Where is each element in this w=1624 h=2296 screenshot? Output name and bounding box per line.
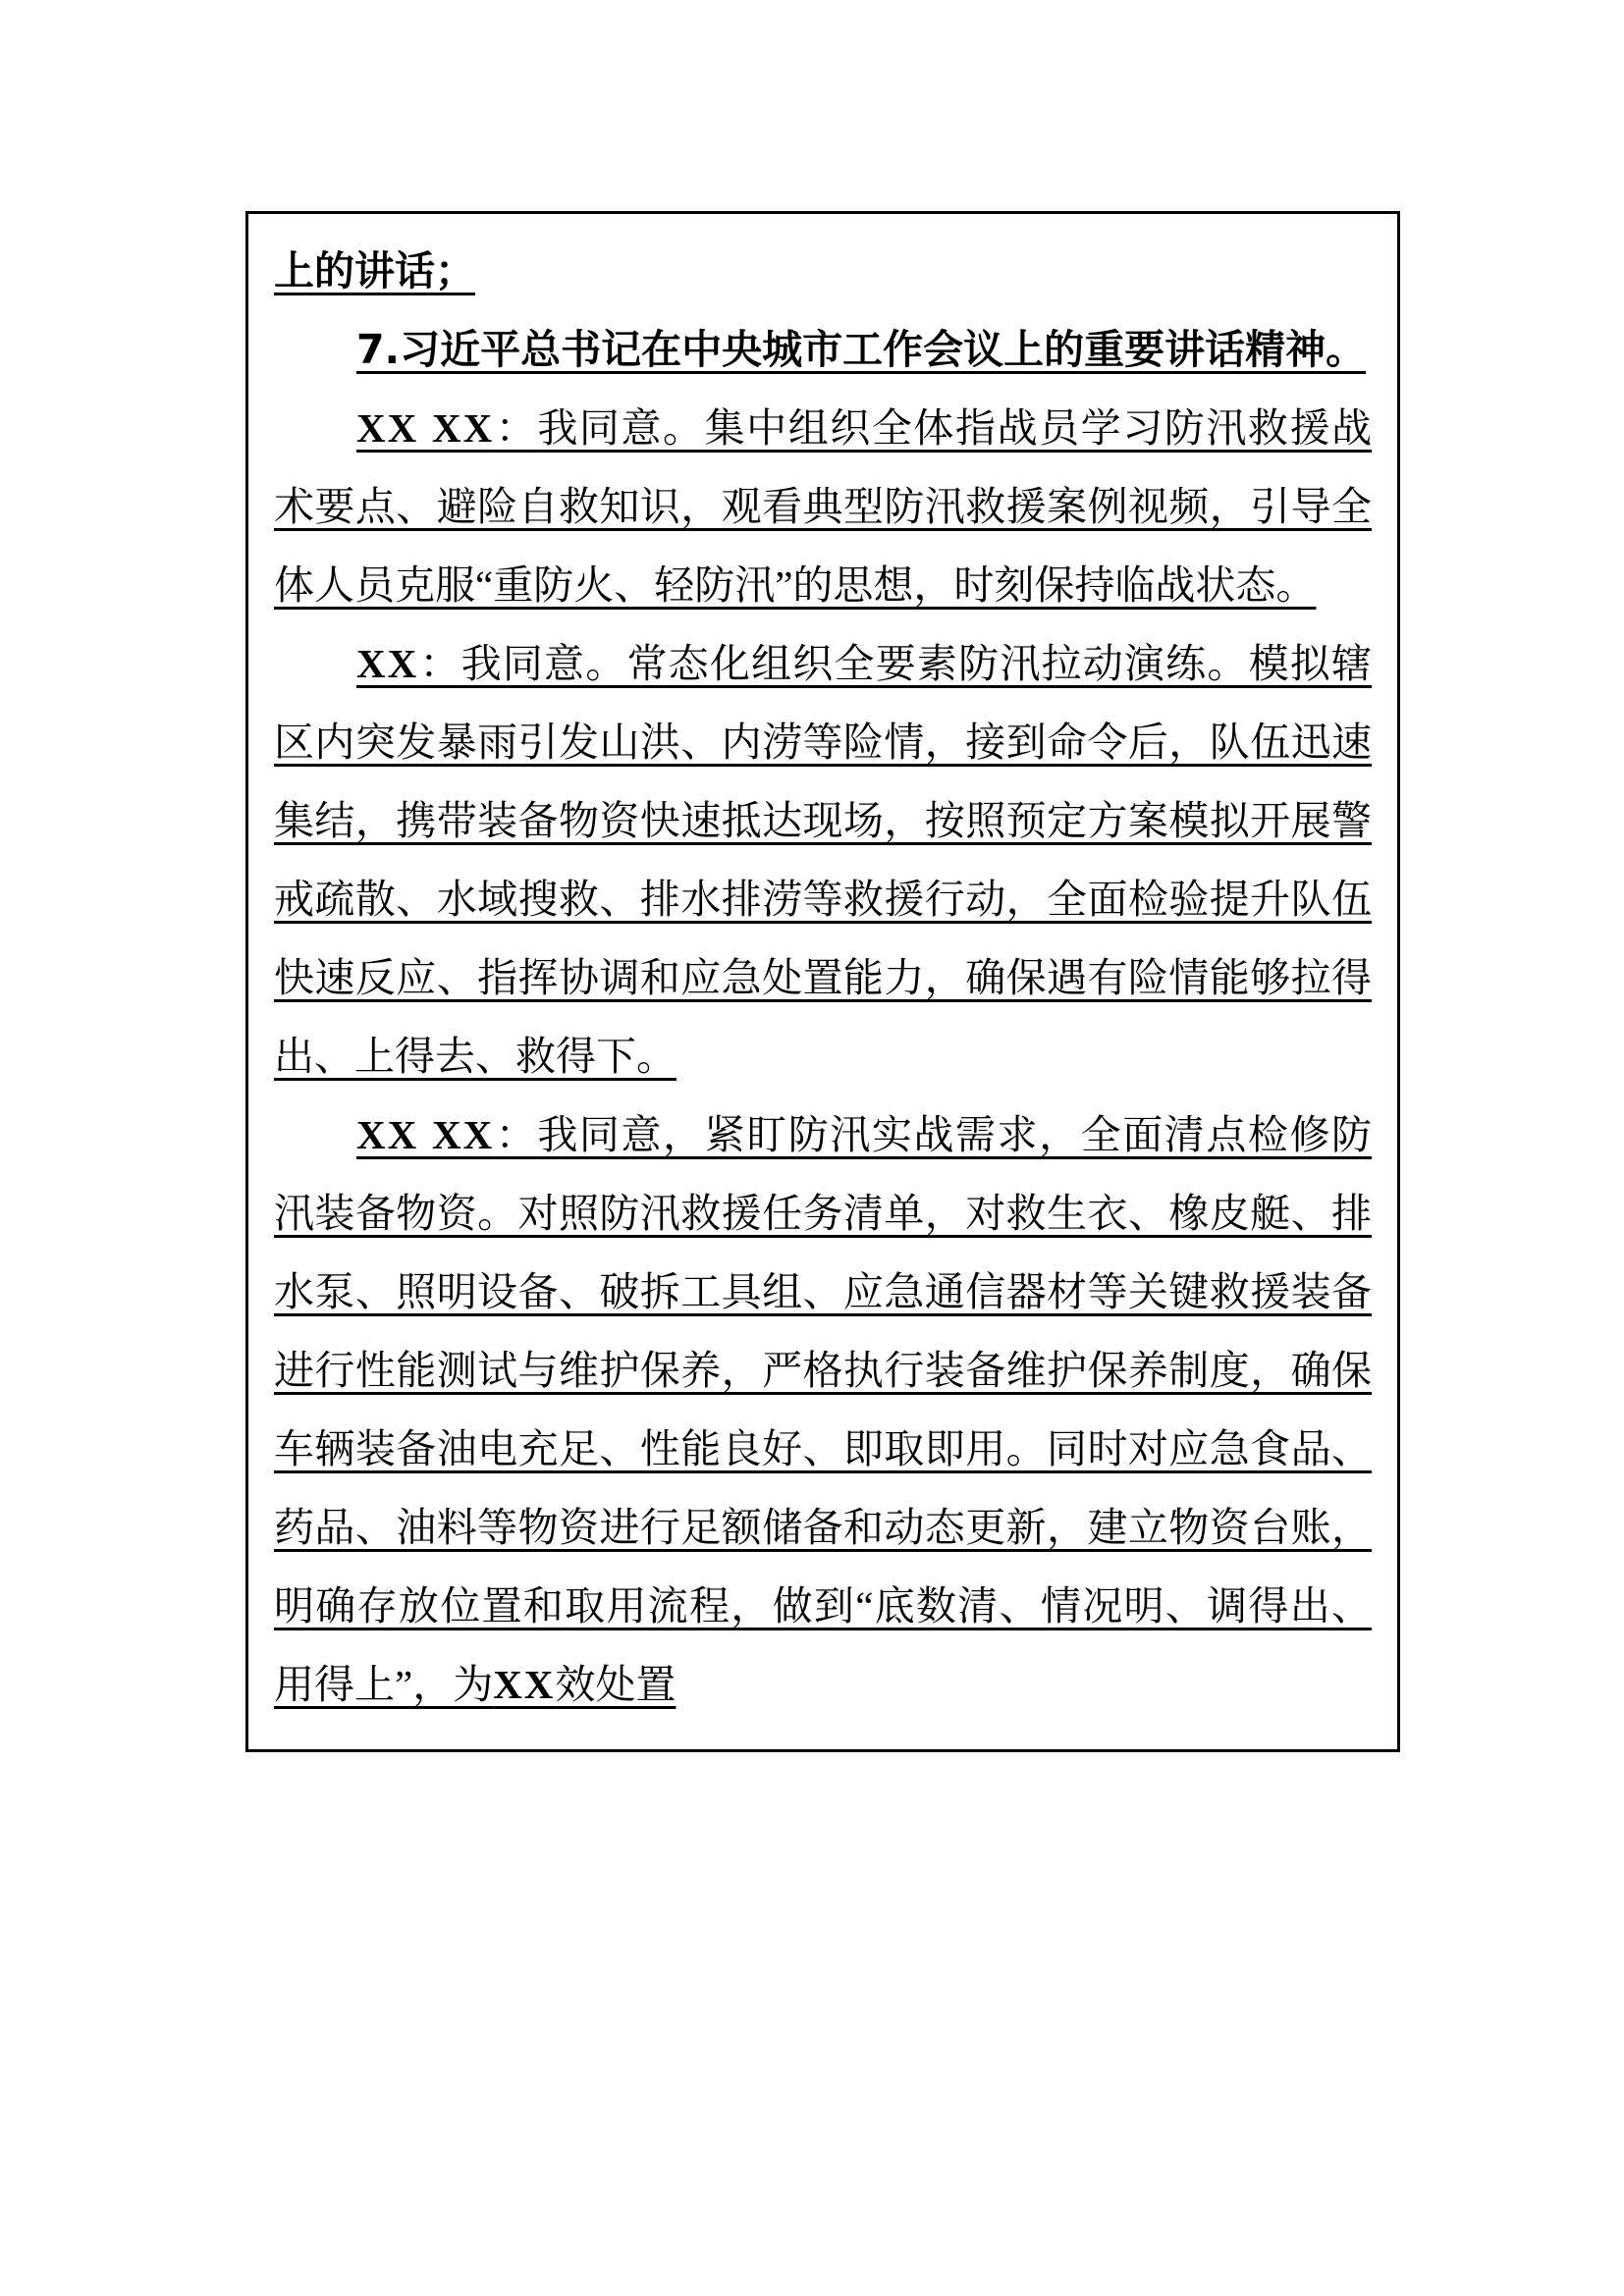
speaker-remark-1-text: 我同意。集中组织全体指战员学习防汛救援战术要点、避险自救知识，观看典型防汛救援案例视频，引导全体人员克服“重防火、轻防汛”的思想，时刻保持临战状态。 xyxy=(274,405,1373,608)
document-body xyxy=(248,214,1397,1749)
speaker-name-3: XX XX xyxy=(356,1112,495,1157)
paragraph-speaker-remark-1 xyxy=(274,389,1372,624)
speaker-separator-3: ： xyxy=(494,1112,538,1157)
speaker-remark-2-text: 我同意。常态化组织全要素防汛拉动演练。模拟辖区内突发暴雨引发山洪、内涝等险情，接到命令后，队伍迅速集结，携带装备物资快速抵达现场，按照预定方案模拟开展警戒疏散、水域搜救、排水排涝等救援行动，全面检验提升队伍快速反应、指挥协调和应急处置能力，确保遇有险情能够拉得出、上得去、救得下。 xyxy=(274,641,1373,1079)
speaker-name-1: XX XX xyxy=(356,405,495,451)
speaker-separator-2: ： xyxy=(418,641,461,686)
speaker-remark-3-text: 我同意，紧盯防汛实战需求，全面清点检修防汛装备物资。对照防汛救援任务清单，对救生衣、橡皮艇、排水泵、照明设备、破拆工具组、应急通信器材等关键救援装备进行性能测试与维护保养，严格执行装备维护保养制度，确保车辆装备油电充足、性能良好、即取即用。同时对应急食品、药品、油料等物资进行足额储备和动态更新，建立物资台账，明确存放位置和取用流程，做到“底数清、情况明、调得出、用得上”，为 xyxy=(274,1112,1373,1707)
paragraph-speaker-remark-2 xyxy=(274,624,1372,1095)
speaker-separator-1: ： xyxy=(494,405,538,451)
speaker-remark-3-tail: 效处置 xyxy=(555,1662,677,1707)
document-frame xyxy=(245,211,1400,1752)
paragraph-heading-continuation xyxy=(274,232,1372,310)
speaker-remark-3-tail-bold: XX xyxy=(493,1662,556,1707)
heading-item-7-text: 7.习近平总书记在中央城市工作会议上的重要讲话精神。 xyxy=(356,326,1367,373)
paragraph-speaker-remark-3 xyxy=(274,1095,1372,1724)
heading-continuation-text: 上的讲话； xyxy=(274,247,475,294)
paragraph-heading-item-7 xyxy=(274,310,1372,389)
speaker-name-2: XX xyxy=(356,641,419,686)
